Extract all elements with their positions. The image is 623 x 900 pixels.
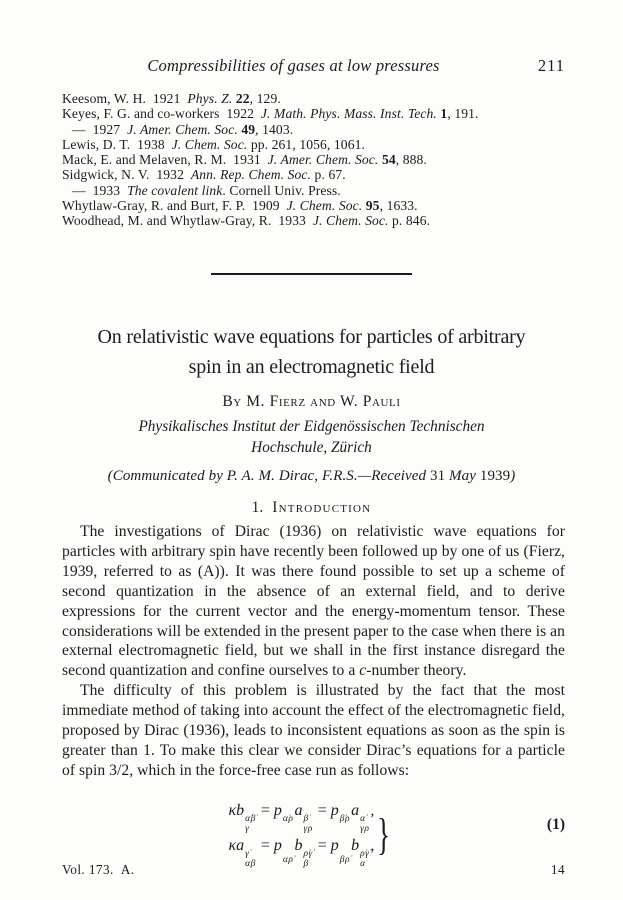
ref-pages: pp. 261, 1056, 1061. (250, 136, 365, 152)
ref-pages: , 888. (395, 152, 427, 168)
reference-item (62, 106, 567, 121)
eq-indices: βρ̇ (339, 855, 351, 865)
ref-volume: 1 (440, 106, 448, 122)
ref-text: Whytlaw-Gray, R. and Burt, F. P. 1909 (62, 198, 287, 214)
reference-item (62, 167, 567, 182)
eq-indices: ρ̇γ̇ β (303, 849, 313, 869)
equals-sign: = (260, 837, 270, 854)
running-head-title: Compressibilities of gases at low pressures (147, 56, 440, 75)
eq-indices: β̇ γρ (303, 814, 313, 834)
equals-sign: = (317, 802, 327, 819)
running-head (62, 56, 565, 76)
equation-lines (228, 800, 374, 870)
ref-journal: J. Math. Phys. Mass. Inst. Tech. (260, 106, 441, 122)
ref-pages: , 129. (249, 91, 281, 106)
ref-volume: 54 (381, 152, 396, 168)
ref-volume: 49 (241, 121, 256, 137)
ref-pages: . Cornell Univ. Press. (222, 182, 341, 198)
ref-journal: J. Amer. Chem. Soc. (127, 121, 242, 137)
eq-term: p (273, 837, 282, 854)
eq-indices: αρ̇ (282, 855, 294, 865)
ref-volume: 95 (365, 198, 380, 214)
ref-journal: J. Amer. Chem. Soc. (267, 152, 382, 168)
ref-text: Sidgwick, N. V. 1932 (62, 167, 191, 183)
equation-line-1 (228, 800, 374, 835)
affiliation-line1: Physikalisches Institut der Eidgenössischen Technischen (138, 418, 485, 435)
ref-text: — 1933 (72, 182, 128, 198)
eq-term: p (273, 802, 282, 819)
paragraph-1-tail: -number theory. (366, 662, 467, 680)
eq-term: a (294, 802, 303, 819)
section-label: Introduction (272, 499, 372, 516)
section-divider-rule (211, 273, 412, 275)
equation-1 (62, 800, 565, 869)
ref-text: Keyes, F. G. and co-workers 1922 (62, 106, 261, 122)
eq-indices: γ̇ αβ (245, 849, 256, 869)
article-title-line2: spin in an electromagnetic field (188, 356, 435, 378)
paragraph-1 (62, 522, 565, 681)
reference-item (62, 213, 567, 228)
ref-text: Mack, E. and Melaven, R. M. 1931 (62, 152, 268, 168)
ref-journal: J. Chem. Soc. (312, 213, 393, 229)
communicated-italic: (Communicated by P. A. M. Dirac, F.R.S.—Received (107, 468, 430, 484)
ref-pages: , 1403. (255, 121, 294, 137)
ref-text: — 1927 (72, 121, 128, 137)
ref-volume: 22 (235, 91, 250, 106)
footer-signature-number: 14 (550, 862, 565, 877)
reference-item (62, 152, 567, 167)
body-text (62, 522, 565, 781)
reference-item (62, 198, 567, 213)
eq-indices: β̇ρ (339, 814, 351, 824)
eq-term: b (351, 837, 360, 854)
ref-text: Keesom, W. H. 1921 (62, 91, 188, 106)
eq-term: p (330, 837, 339, 854)
eq-term: p (330, 802, 339, 819)
paragraph-2: The difficulty of this problem is illustrated by the fact that the most immediate method of taking into account the effect of the electromagnetic field, proposed by Dirac (1936), leads to inconsistent equations as soon as the spin is greater than 1. To make this clear we consider Dirac’s equations for a particle of spin 3/2, which in the force-free case run as follows: (62, 682, 565, 779)
reference-item (62, 183, 567, 198)
reference-item (62, 122, 567, 137)
eq-indices: α̇β̇ γ (245, 814, 256, 834)
ref-pages: , 1633. (379, 198, 418, 214)
ref-title: The covalent link (127, 182, 223, 198)
comma: , (370, 802, 375, 819)
ref-journal: Phys. Z. (187, 91, 236, 106)
communicated-year: 1939 (479, 468, 511, 484)
affiliation-line2: Hochschule, Zürich (251, 439, 372, 456)
reference-list (62, 91, 567, 229)
page-footer (62, 862, 565, 878)
communicated-line (0, 468, 623, 485)
eq-term: κa (228, 837, 245, 854)
communicated-close: ) (510, 468, 516, 484)
eq-indices: ρ̇γ̇ α (360, 849, 370, 869)
ref-journal: J. Chem. Soc. (171, 136, 251, 152)
section-number: 1. (251, 499, 264, 516)
equals-sign: = (317, 837, 327, 854)
eq-indices: α̇ γρ (360, 814, 370, 834)
ref-journal: Ann. Rep. Chem. Soc. (190, 167, 315, 183)
article-title (40, 322, 583, 382)
paragraph-1-text: The investigations of Dirac (1936) on relativistic wave equations for particles with arbitrary spin have recently been followed up by one of us (Fierz, 1939, referred to as (A)). It was there found possible to set up a scheme of second quantization in the absence of an external field, and to derive expressions for the current vector and the energy-momentum tensor. These considerations will be extended in the present paper to the case when there is an external electromagnetic field, but we shall in the first instance disregard the second quantization and confine ourselves to a (62, 523, 565, 680)
communicated-date: 31 (429, 468, 450, 484)
paragraph-1-cnumber: c (359, 662, 367, 680)
footer-volume: Vol. 173. A. (62, 862, 135, 877)
comma: , (370, 837, 375, 854)
reference-item (62, 137, 567, 152)
eq-indices: α̇ρ (282, 814, 294, 824)
equation-body (62, 800, 565, 870)
eq-term: κb (228, 802, 245, 819)
reference-item (62, 91, 567, 106)
ref-pages: p. 67. (314, 167, 346, 183)
communicated-month: May (449, 468, 480, 484)
affiliation (0, 416, 623, 458)
equals-sign: = (260, 802, 270, 819)
ref-text: Woodhead, M. and Whytlaw-Gray, R. 1933 (62, 213, 313, 229)
ref-pages: , 191. (447, 106, 479, 122)
article-title-line1: On relativistic wave equations for particles of arbitrary (97, 326, 526, 348)
section-heading (0, 499, 623, 517)
page-number: 211 (537, 56, 565, 75)
ref-text: Lewis, D. T. 1938 (62, 136, 172, 152)
ref-journal: J. Chem. Soc. (286, 198, 366, 214)
ref-pages: p. 846. (392, 213, 431, 229)
equation-number: (1) (546, 816, 565, 833)
byline: By M. Fierz and W. Pauli (222, 393, 401, 410)
eq-term: a (351, 802, 360, 819)
eq-term: b (294, 837, 303, 854)
equation-brace: } (377, 810, 391, 859)
